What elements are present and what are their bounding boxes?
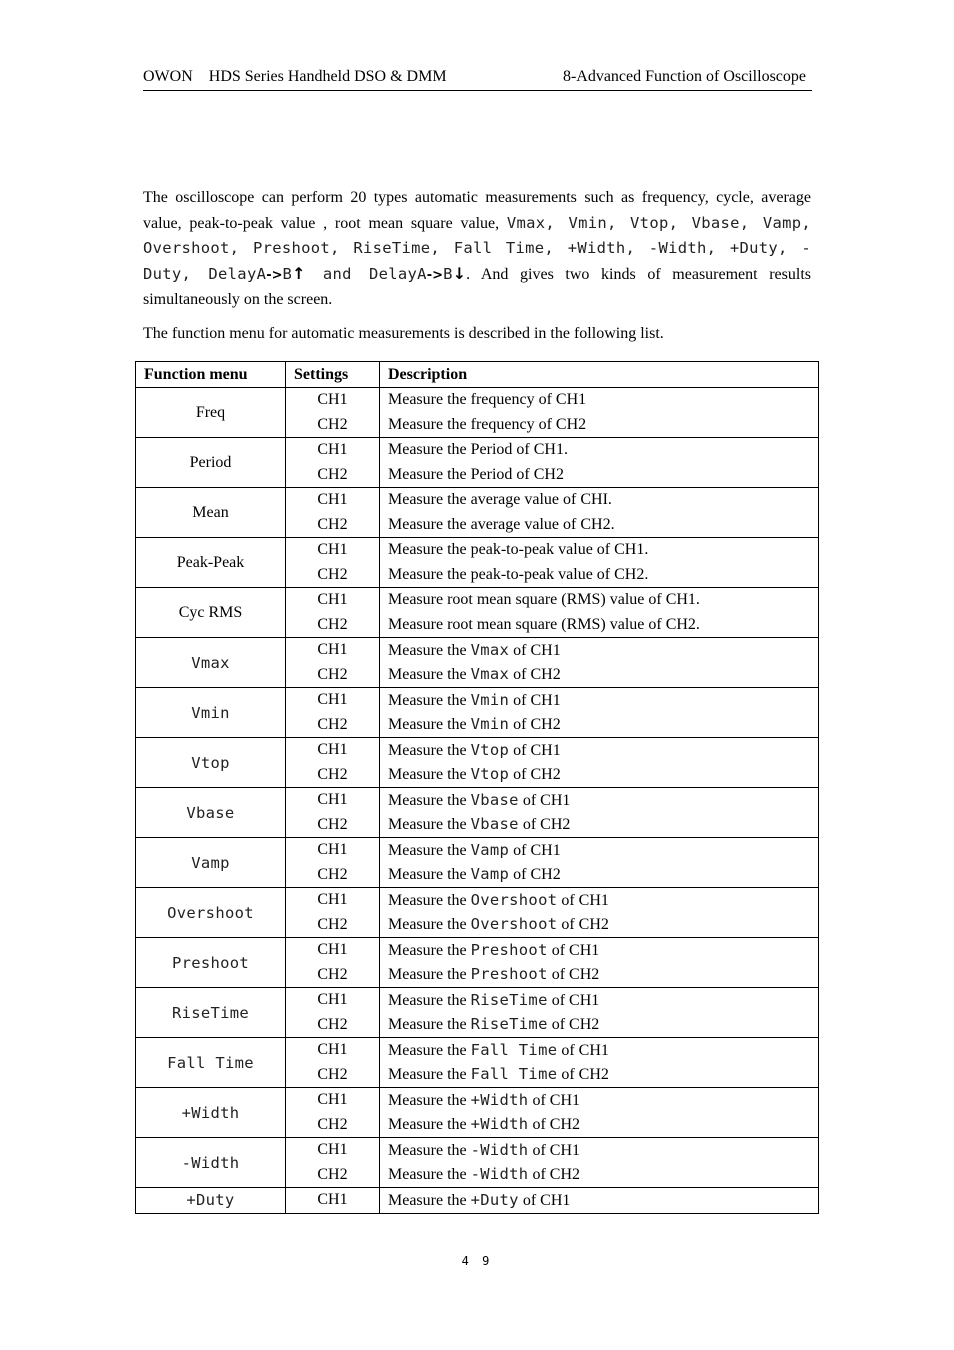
table-row [136,1138,819,1163]
table-row [136,988,819,1013]
settings-cell: CH2 [286,413,380,438]
settings-cell: CH1 [286,638,380,663]
table-row [136,838,819,863]
function-menu-cell: +Duty [136,1188,286,1214]
table-row [136,1038,819,1063]
table-row [136,638,819,663]
table-header-row [136,362,819,388]
intro-paragraph [143,186,811,313]
description-text: Measure the [388,741,471,759]
function-menu-cell: Vmin [136,688,286,738]
description-cell [380,1163,819,1188]
description-text: of CH2 [509,766,561,784]
settings-cell: CH2 [286,713,380,738]
function-menu-cell: RiseTime [136,988,286,1038]
settings-cell: CH2 [286,1113,380,1138]
description-cell [380,813,819,838]
arrow-glyph: -> [266,267,283,283]
table-row [136,388,819,413]
page-header [143,66,812,91]
settings-cell: CH2 [286,513,380,538]
measure-name: Vmin [470,690,510,709]
settings-cell: CH1 [286,1038,380,1063]
description-cell [380,788,819,813]
table-row [136,938,819,963]
description-text: Measure root mean square (RMS) value of CH1. [388,591,700,609]
description-cell [380,388,819,413]
function-menu-cell: Overshoot [136,888,286,938]
settings-cell: CH1 [286,1188,380,1214]
description-cell [380,613,819,638]
description-text: of CH1 [547,991,600,1009]
intro-b: B [282,264,293,283]
measure-name: Vmax [470,665,510,684]
measure-name: Overshoot [470,915,558,934]
description-text: Measure the frequency of CH1 [388,391,587,409]
settings-cell: CH2 [286,963,380,988]
description-cell [380,663,819,688]
description-cell [380,963,819,988]
settings-cell: CH1 [286,538,380,563]
table-row [136,588,819,613]
description-text: of CH1 [557,1041,609,1059]
description-cell [380,838,819,863]
description-text: of CH2 [557,1066,609,1084]
description-text: Measure the [388,791,471,809]
table-row [136,688,819,713]
table-row [136,888,819,913]
description-text: of CH1 [528,1091,580,1109]
description-text: Measure the average value of CH2. [388,515,615,533]
description-text: Measure the [388,691,471,709]
measure-name: +Width [470,1115,529,1134]
intro-and-delay: and DelayA [305,264,427,283]
description-cell [380,913,819,938]
settings-cell: CH1 [286,488,380,513]
description-text: of CH1 [557,891,609,909]
description-cell [380,638,819,663]
description-text: Measure the [388,716,471,734]
description-cell [380,463,819,488]
rising-edge-icon: ↑ [292,263,306,283]
settings-cell: CH1 [286,888,380,913]
table-row [136,438,819,463]
description-text: of CH1 [509,841,561,859]
intro-tail: . And gives two kinds of measurement results simultaneously on the screen. [143,265,811,309]
description-text: Measure the [388,891,471,909]
description-text: of CH1 [509,641,561,659]
description-text: Measure the [388,1016,471,1034]
description-cell [380,1013,819,1038]
description-cell [380,1088,819,1113]
table-row [136,738,819,763]
function-menu-cell: Preshoot [136,938,286,988]
measure-name: Vamp [470,865,510,884]
measure-name: +Duty [470,1190,519,1209]
description-text: of CH2 [528,1116,580,1134]
header-function-menu: Function menu [136,362,286,388]
settings-cell: CH2 [286,813,380,838]
description-text: of CH1 [518,1191,571,1209]
description-cell [380,738,819,763]
description-text: of CH1 [518,791,571,809]
description-text: Measure the [388,666,471,684]
description-text: Measure the frequency of CH2 [388,415,587,433]
description-text: Measure the [388,866,471,884]
description-cell [380,588,819,613]
function-menu-cell: Vmax [136,638,286,688]
settings-cell: CH1 [286,938,380,963]
settings-cell: CH1 [286,1138,380,1163]
measure-name: Vbase [470,815,519,834]
description-text: Measure the [388,841,471,859]
description-text: Measure the [388,1091,471,1109]
function-menu-table [135,361,819,1214]
description-cell [380,863,819,888]
measure-name: Preshoot [470,965,548,984]
description-text: of CH1 [509,741,561,759]
description-text: of CH2 [509,666,561,684]
description-text: Measure root mean square (RMS) value of CH2. [388,615,700,633]
settings-cell: CH2 [286,763,380,788]
intro-text: The oscilloscope can perform 20 types automatic measurements such as frequency, cycle, average value, peak-to-peak value , root mean square value, [143,189,811,232]
function-menu-cell: Peak-Peak [136,538,286,588]
description-text: Measure the average value of CHI. [388,491,612,509]
description-cell [380,538,819,563]
table-row [136,1088,819,1113]
measure-name: -Width [470,1165,529,1184]
description-text: Measure the [388,1041,471,1059]
measure-name: Vtop [470,740,510,759]
measure-name: RiseTime [470,990,548,1009]
settings-cell: CH2 [286,563,380,588]
measure-name: Vmin [470,715,510,734]
settings-cell: CH1 [286,838,380,863]
function-menu-cell: Freq [136,388,286,438]
settings-cell: CH1 [286,1088,380,1113]
settings-cell: CH2 [286,863,380,888]
settings-cell: CH1 [286,588,380,613]
description-text: of CH2 [528,1166,580,1184]
description-cell [380,938,819,963]
description-cell [380,1063,819,1088]
function-menu-cell: Fall Time [136,1038,286,1088]
measure-name: Fall Time [470,1040,558,1059]
function-menu-cell: +Width [136,1088,286,1138]
intro-b: B [443,264,453,283]
settings-cell: CH2 [286,1063,380,1088]
settings-cell: CH1 [286,788,380,813]
description-text: Measure the [388,966,471,984]
description-cell [380,763,819,788]
description-cell [380,488,819,513]
settings-cell: CH2 [286,663,380,688]
table-row [136,788,819,813]
arrow-glyph: -> [426,267,444,283]
description-text: of CH1 [509,691,561,709]
measure-name: Vamp [470,840,510,859]
description-cell [380,513,819,538]
description-cell [380,413,819,438]
settings-cell: CH1 [286,388,380,413]
description-cell [380,988,819,1013]
description-text: of CH2 [509,866,561,884]
settings-cell: CH2 [286,1163,380,1188]
description-text: Measure the [388,941,471,959]
function-menu-cell: Period [136,438,286,488]
header-description: Description [380,362,819,388]
description-text: of CH2 [547,966,600,984]
description-text: Measure the [388,1066,471,1084]
measure-name: Vbase [470,790,519,809]
function-menu-cell: Vbase [136,788,286,838]
description-cell [380,1113,819,1138]
description-text: Measure the [388,766,471,784]
description-text: of CH1 [547,941,600,959]
measure-name: Overshoot [470,890,558,909]
description-text: Measure the Period of CH1. [388,441,568,459]
function-menu-cell: -Width [136,1138,286,1188]
settings-cell: CH1 [286,988,380,1013]
measure-name: Vtop [470,765,510,784]
description-cell [380,563,819,588]
description-text: of CH2 [557,916,609,934]
description-text: of CH2 [518,816,571,834]
measure-name: -Width [470,1140,529,1159]
description-text: Measure the peak-to-peak value of CH2. [388,565,649,583]
measure-name: Fall Time [470,1065,558,1084]
measure-name: +Width [470,1090,529,1109]
header-left: OWON HDS Series Handheld DSO & DMM [143,68,447,85]
description-text: Measure the [388,991,471,1009]
lead-sentence: The function menu for automatic measurements is described in the following list. [143,325,664,342]
measure-name: Vmax [470,640,510,659]
description-text: Measure the [388,916,471,934]
description-cell [380,1138,819,1163]
function-menu-cell: Cyc RMS [136,588,286,638]
description-cell [380,713,819,738]
description-cell [380,888,819,913]
function-menu-cell: Mean [136,488,286,538]
header-right: 8-Advanced Function of Oscilloscope [562,68,806,85]
table-row [136,538,819,563]
function-menu-cell: Vamp [136,838,286,888]
description-text: Measure the [388,816,471,834]
description-cell [380,438,819,463]
falling-edge-icon: ↓ [452,263,467,283]
description-cell [380,1188,819,1214]
description-cell [380,1038,819,1063]
table-row [136,488,819,513]
intro-measure-list: Vmax, Vmin, Vtop, Vbase, Vamp, Overshoot, Preshoot, RiseTime, Fall Time, +Width, -Width, +Duty, -Duty, DelayA [143,213,811,283]
description-text: Measure the [388,641,471,659]
description-text: Measure the [388,1166,471,1184]
table-row [136,1188,819,1214]
description-text: of CH2 [509,716,561,734]
settings-cell: CH1 [286,738,380,763]
header-settings: Settings [286,362,380,388]
description-text: Measure the peak-to-peak value of CH1. [388,541,649,559]
measure-name: RiseTime [470,1015,548,1034]
settings-cell: CH1 [286,438,380,463]
page-number: 4 9 [461,1254,493,1268]
function-menu-cell: Vtop [136,738,286,788]
description-text: Measure the [388,1116,471,1134]
description-text: of CH1 [528,1141,580,1159]
settings-cell: CH2 [286,613,380,638]
description-text: of CH2 [547,1016,600,1034]
description-text: Measure the [388,1191,471,1209]
measure-name: Preshoot [470,940,548,959]
settings-cell: CH2 [286,913,380,938]
description-text: Measure the Period of CH2 [388,465,564,483]
settings-cell: CH2 [286,1013,380,1038]
settings-cell: CH2 [286,463,380,488]
description-cell [380,688,819,713]
settings-cell: CH1 [286,688,380,713]
description-text: Measure the [388,1141,471,1159]
